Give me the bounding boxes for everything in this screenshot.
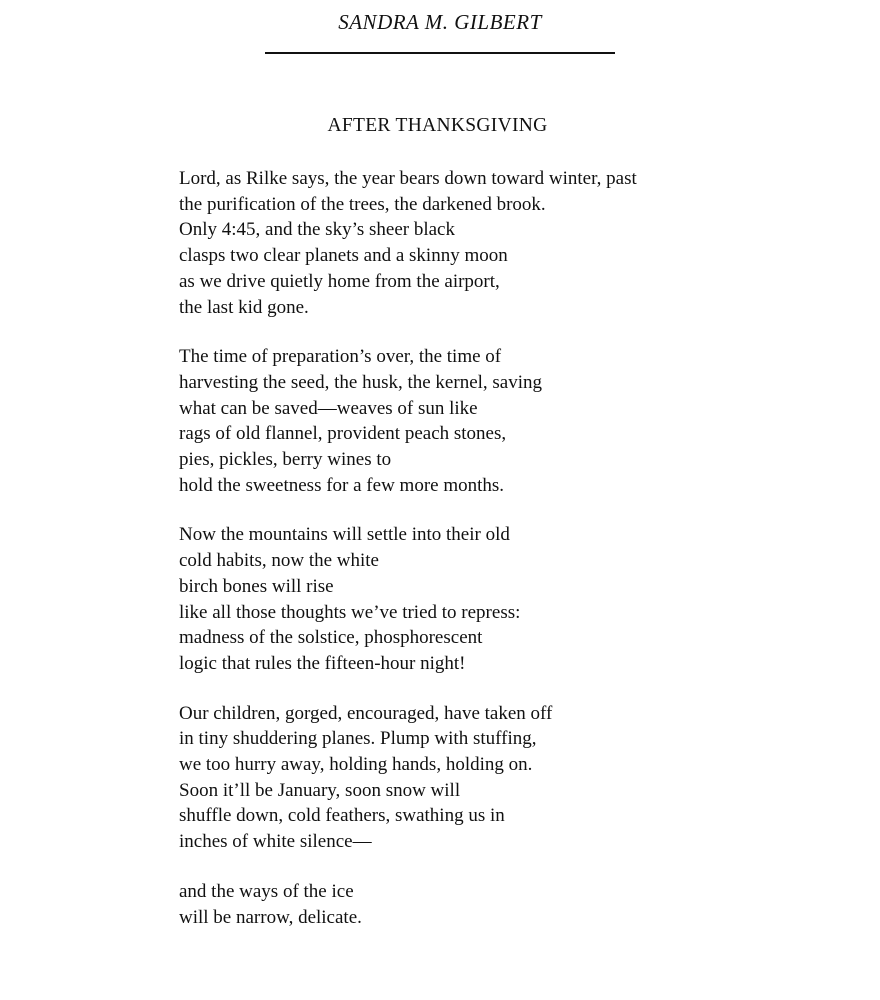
poem-line: and the ways of the ice [179, 880, 354, 902]
poem-line: hold the sweetness for a few more months. [179, 474, 505, 496]
poem-line: inches of white silence— [179, 831, 372, 853]
header-rule [265, 52, 615, 54]
poem-line: we too hurry away, holding hands, holding on. [179, 754, 533, 776]
poem-line: shuffle down, cold feathers, swathing us in [179, 805, 505, 827]
poem-line: pies, pickles, berry wines to [179, 449, 392, 471]
poem-line: as we drive quietly home from the airport, [179, 270, 500, 292]
poem-line: Lord, as Rilke says, the year bears down toward winter, past [179, 168, 637, 189]
poem-line: Soon it’ll be January, soon snow will [179, 779, 461, 801]
poem-title: AFTER THANKSGIVING [327, 115, 548, 136]
poem-line: Only 4:45, and the sky’s sheer black [179, 219, 455, 241]
poem-line: will be narrow, delicate. [179, 906, 362, 928]
poem-line: the last kid gone. [179, 296, 309, 318]
poem-line: Now the mountains will settle into their old [179, 524, 510, 546]
poem-line: the purification of the trees, the darkened brook. [179, 193, 546, 215]
poem-line: harvesting the seed, the husk, the kernel, saving [179, 371, 543, 393]
poem-body [179, 166, 819, 954]
poem-line: in tiny shuddering planes. Plump with stuffing, [179, 728, 537, 750]
poem-line: cold habits, now the white [179, 550, 379, 572]
poem-line: logic that rules the fifteen-hour night! [179, 652, 466, 674]
poem-line: like all those thoughts we’ve tried to repress: [179, 601, 521, 623]
poem-line: The time of preparation’s over, the time of [179, 346, 502, 368]
poem-line: birch bones will rise [179, 575, 334, 597]
poem-line: what can be saved—weaves of sun like [179, 397, 478, 419]
author-header: SANDRA M. GILBERT [338, 10, 542, 34]
stanza-1 [179, 166, 819, 320]
stanza-3 [179, 522, 819, 676]
poem-line: clasps two clear planets and a skinny moon [179, 245, 508, 267]
poem-line: Our children, gorged, encouraged, have taken off [179, 702, 553, 724]
stanza-2 [179, 344, 819, 498]
stanza-4 [179, 701, 819, 855]
poem-line: rags of old flannel, provident peach stones, [179, 423, 507, 445]
stanza-5 [179, 879, 819, 930]
poem-line: madness of the solstice, phosphorescent [179, 627, 483, 649]
